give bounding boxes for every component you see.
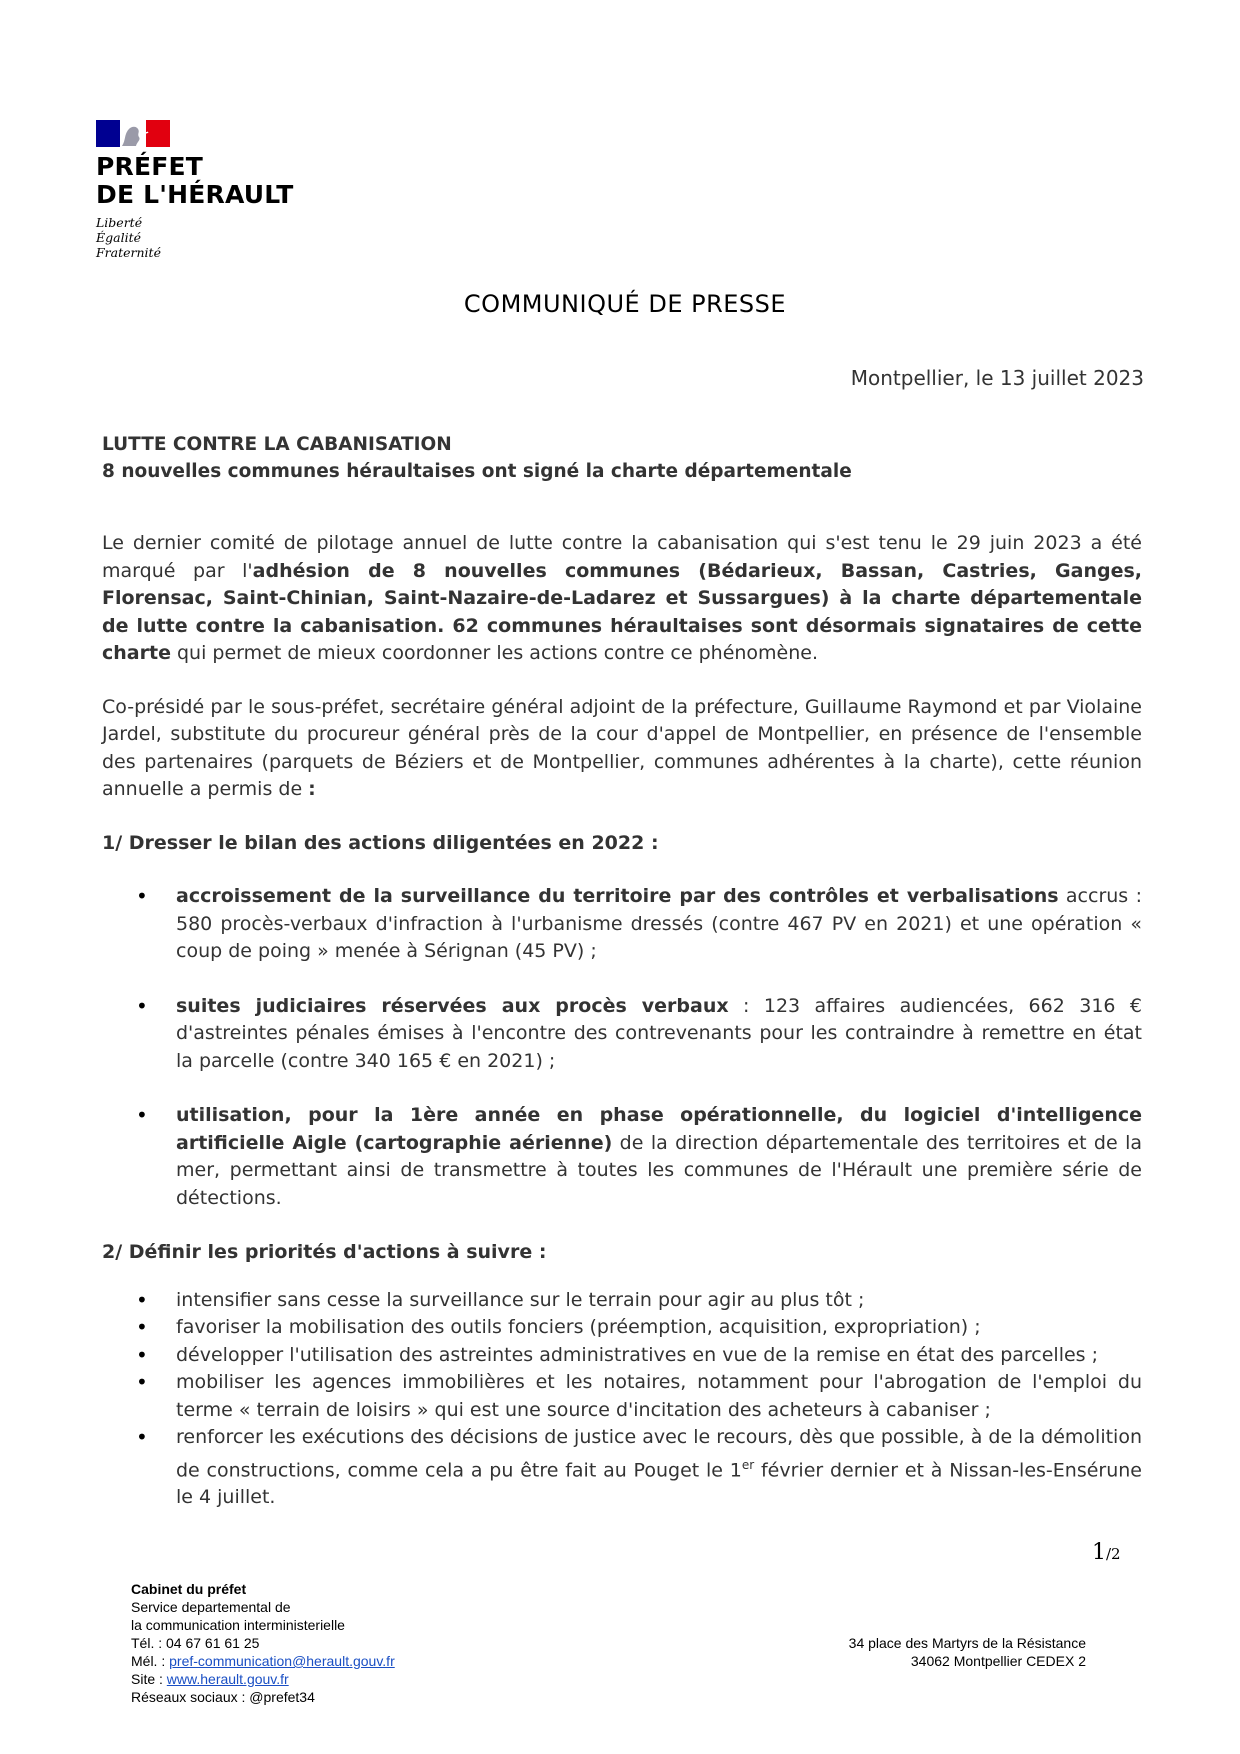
list-item: • utilisation, pour la 1ère année en phase opérationnelle, du logiciel d'intelligence artificielle Aigle (cartographie aérienne) de la direction départementale des territoires et de la mer, permettant ainsi de transmettre à toutes les communes de l'Hérault une première série de détections. xyxy=(136,1103,1143,1209)
motto-egalite: Égalité xyxy=(96,230,141,245)
list-item: • suites judiciaires réservées aux procès verbaux : 123 affaires audiencées, 662 316 € d'astreintes pénales émises à l'encontre des contrevenants pour les contraindre à remettre en état la parcelle (contre 340 165 € en 2021) ; xyxy=(136,993,1142,1072)
footer-site-link[interactable]: www.herault.gouv.fr xyxy=(166,1671,289,1687)
list-item: • mobiliser les agences immobilières et les notaires, notamment pour l'abrogation de l'emploi du terme « terrain de loisirs » qui est une source d'incitation des acheteurs à cabaniser ; xyxy=(136,1370,1142,1421)
prefecture-logo xyxy=(96,120,294,260)
footer-social: Réseaux sociaux : @prefet34 xyxy=(131,1689,315,1705)
footer-contact xyxy=(131,1580,395,1706)
section-2-list xyxy=(102,1287,1142,1512)
section-1-heading: 1/ Dresser le bilan des actions diligentées en 2022 : xyxy=(102,831,659,854)
footer-service-2: la communication interministerielle xyxy=(131,1617,345,1633)
footer-address-line-2: 34062 Montpellier CEDEX 2 xyxy=(910,1653,1086,1669)
bullet-icon: • xyxy=(136,993,148,1018)
title-line-2: 8 nouvelles communes héraultaises ont signé la charte départementale xyxy=(102,461,852,482)
press-release-date: Montpellier, le 13 juillet 2023 xyxy=(850,366,1144,390)
section-2-heading: 2/ Définir les priorités d'actions à suivre : xyxy=(102,1241,547,1263)
footer-email-row: Mél. : pref-communication@herault.gouv.fr xyxy=(131,1653,395,1669)
bullet-icon: • xyxy=(136,1425,148,1449)
section-1-list xyxy=(102,883,1142,1212)
footer-address xyxy=(818,1634,1086,1670)
bullet-icon: • xyxy=(136,1315,148,1339)
press-release-body xyxy=(102,530,1142,1512)
motto-fraternite: Fraternité xyxy=(96,245,161,260)
title-line-1: LUTTE CONTRE LA CABANISATION xyxy=(102,434,452,455)
footer-service: Service departemental de xyxy=(131,1599,291,1615)
logo-title xyxy=(96,153,294,209)
bullet-icon: • xyxy=(136,1103,148,1127)
document-type-heading: COMMUNIQUÉ DE PRESSE xyxy=(463,290,787,318)
footer-address-line-1: 34 place des Martyrs de la Résistance xyxy=(848,1635,1086,1651)
motto-liberte: Liberté xyxy=(96,215,143,230)
republic-motto xyxy=(96,215,294,260)
footer-site-row: Site : www.herault.gouv.fr xyxy=(131,1671,289,1687)
bullet-icon: • xyxy=(136,1287,148,1312)
list-item: • intensifier sans cesse la surveillance sur le terrain pour agir au plus tôt ; xyxy=(102,1287,1142,1315)
logo-line-2: DE L'HÉRAULT xyxy=(96,180,294,209)
bullet-icon: • xyxy=(136,1370,148,1394)
list-item: • accroissement de la surveillance du territoire par des contrôles et verbalisations accrus : 580 procès-verbaux d'infraction à l'urbanisme dressés (contre 467 PV en 2021) et une opération « coup de poing » menée à Sérignan (45 PV) ; xyxy=(136,884,1142,962)
intro-paragraph-2: Co-présidé par le sous-préfet, secrétaire général adjoint de la préfecture, Guillaume Raymond et par Violaine Jardel, substitute du procureur général près de la cour d'appel de Montpellier, en présence de l'ensemble des partenaires (parquets de Béziers et de Montpellier, communes adhérentes à la charte), cette réunion annuelle a permis de : xyxy=(102,695,1142,800)
list-item: • développer l'utilisation des astreintes administratives en vue de la remise en état des parcelles ; xyxy=(102,1342,1142,1370)
bullet-icon: • xyxy=(136,1342,148,1367)
press-release-title xyxy=(102,432,1142,486)
list-item: • renforcer les exécutions des décisions de justice avec le recours, dès que possible, à de la démolition de constructions, comme cela a pu être fait au Pouget le 1er février dernier et à Nissan-les-Ensérune le 4 juillet. xyxy=(136,1425,1142,1509)
intro-paragraph-1: Le dernier comité de pilotage annuel de lutte contre la cabanisation qui s'est tenu le 29 juin 2023 a été marqué par l'adhésion de 8 nouvelles communes (Bédarieux, Bassan, Castries, Ganges, Florensac, Saint-Chinian, Saint-Nazaire-de-Ladarez et Sussargues) à la charte départementale de lutte contre la cabanisation. 62 communes héraultaises sont désormais signataires de cette charte qui permet de mieux coordonner les actions contre ce phénomène. xyxy=(102,532,1142,664)
footer-phone: Tél. : 04 67 61 61 25 xyxy=(131,1635,260,1651)
list-item: • favoriser la mobilisation des outils fonciers (préemption, acquisition, expropriation) ; xyxy=(102,1314,1142,1342)
footer-email-link[interactable]: pref-communication@herault.gouv.fr xyxy=(169,1653,395,1669)
footer-cabinet: Cabinet du préfet xyxy=(131,1581,247,1597)
marianne-flag-icon xyxy=(96,120,170,147)
page-number: 1/2 xyxy=(1092,1540,1121,1565)
logo-line-1: PRÉFET xyxy=(96,152,204,181)
bullet-icon: • xyxy=(136,884,148,908)
